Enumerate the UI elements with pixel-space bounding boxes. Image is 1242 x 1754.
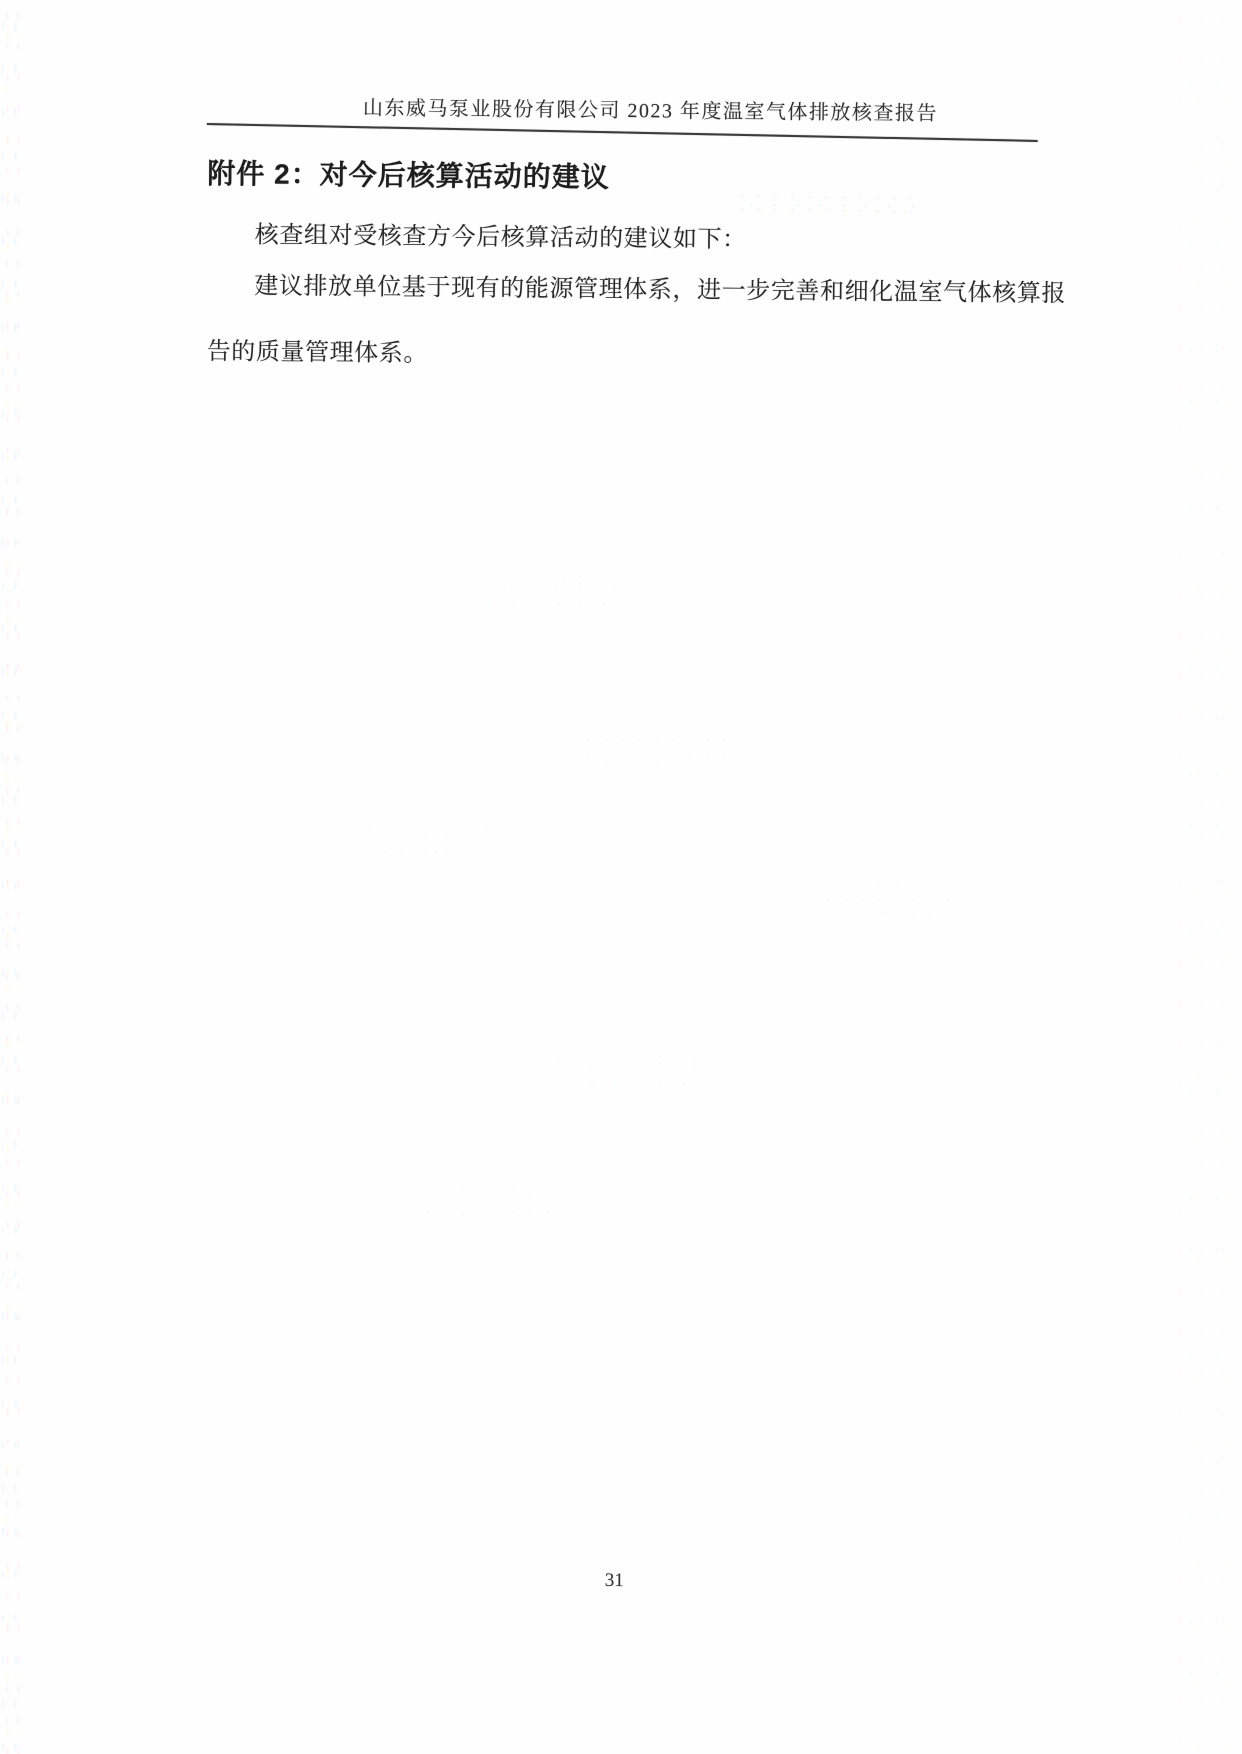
paragraph-suggestion-body-line-1: 建议排放单位基于现有的能源管理体系，进一步完善和细化温室气体核算报: [254, 273, 1067, 308]
header-divider-line: [207, 123, 1038, 142]
paragraph-suggestion-body-line-2: 告的质量管理体系。: [206, 339, 429, 368]
page-number: 31: [604, 1569, 624, 1592]
running-header-title: 山东威马泵业股份有限公司 2023 年度温室气体排放核查报告: [362, 97, 939, 126]
paragraph-suggestion-intro: 核查组对受核查方今后核算活动的建议如下：: [254, 222, 747, 254]
section-heading: 附件 2：对今后核算活动的建议: [207, 157, 610, 193]
scan-noise-ghost-text: [733, 190, 928, 218]
